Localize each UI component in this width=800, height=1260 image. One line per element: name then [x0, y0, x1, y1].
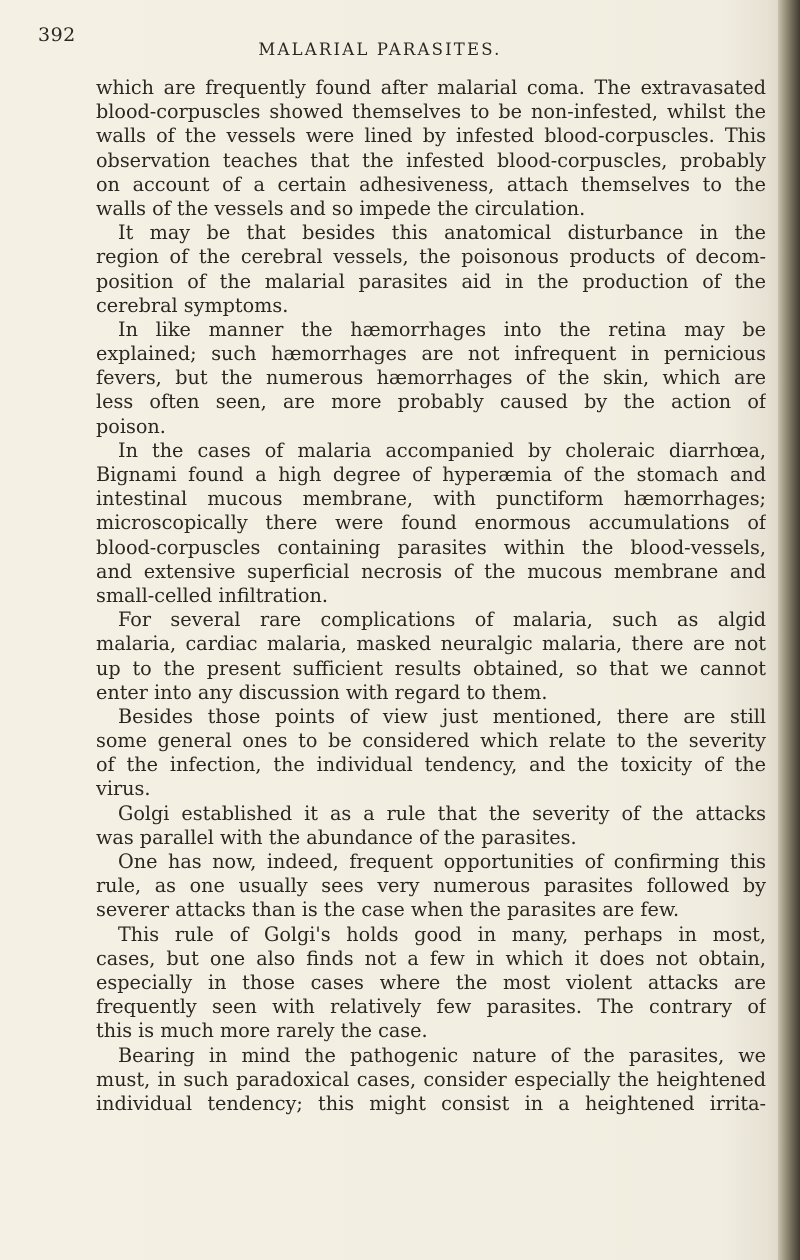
text-line: fevers, but the numerous hæmorrhages of the skin, which are — [96, 366, 766, 390]
text-line: It may be that besides this anatomical disturbance in the — [118, 221, 766, 245]
text-line: especially in those cases where the most violent attacks are — [96, 970, 766, 994]
text-line: For several rare complications of malaria, such as algid — [118, 608, 766, 632]
text-line: Besides those points of view just mentioned, there are still — [118, 704, 766, 728]
text-line: Bignami found a high degree of hyperæmia of the stomach and — [96, 463, 766, 486]
text-line: observation teaches that the infested blood-corpuscles, probably — [96, 148, 766, 172]
text-line: cerebral symptoms. — [96, 293, 289, 317]
text-line: Bearing in mind the pathogenic nature of the parasites, we — [118, 1043, 766, 1067]
text-line: microscopically there were found enormous accumulations of — [96, 511, 766, 535]
text-line: Golgi established it as a rule that the severity of the attacks — [118, 801, 766, 825]
text-line: blood-corpuscles containing parasites within the blood-vessels, — [96, 535, 766, 559]
text-line: intestinal mucous membrane, with punctiform hæmorrhages; — [96, 487, 766, 511]
text-line: virus. — [96, 777, 151, 801]
text-line: was parallel with the abundance of the parasites. — [96, 825, 577, 849]
text-line: explained; such hæmorrhages are not infrequent in pernicious — [96, 342, 766, 366]
text-line: severer attacks than is the case when the parasites are few. — [96, 898, 680, 922]
text-line: individual tendency; this might consist in a heightened irrita- — [96, 1091, 766, 1115]
text-line: this is much more rarely the case. — [96, 1019, 428, 1043]
text-line: enter into any discussion with regard to them. — [96, 680, 548, 704]
text-line: poison. — [96, 414, 166, 438]
text-line: less often seen, are more probably caused by the action of — [96, 390, 766, 414]
text-line: must, in such paradoxical cases, consider especially the heightened — [96, 1067, 766, 1091]
text-line: and extensive superficial necrosis of the mucous membrane and — [96, 559, 766, 583]
page-edge — [778, 0, 800, 1260]
text-line: In like manner the hæmorrhages into the retina may be — [118, 317, 766, 341]
text-line: up to the present sufficient results obtained, so that we cannot — [96, 656, 766, 680]
text-line: frequently seen with relatively few parasites. The contrary of — [96, 995, 766, 1019]
text-line: of the infection, the individual tendency, and the toxicity of the — [96, 753, 766, 777]
text-line: cases, but one also finds not a few in which it does not obtain, — [96, 946, 766, 970]
text-line: blood-corpuscles showed themselves to be non-infested, whilst the — [96, 100, 766, 124]
text-line: small-celled infiltration. — [96, 583, 328, 607]
page-number: 392 — [38, 24, 76, 46]
text-line: In the cases of malaria accompanied by choleraic diarrhœa, — [118, 438, 766, 462]
text-line: which are frequently found after malarial coma. The extravasated — [96, 76, 766, 99]
text-line: some general ones to be considered which relate to the severity — [96, 729, 766, 753]
text-line: One has now, indeed, frequent opportunities of confirming this — [118, 850, 766, 873]
text-line: region of the cerebral vessels, the poisonous products of decom- — [96, 245, 766, 269]
text-line: position of the malarial parasites aid in the production of the — [96, 269, 766, 293]
text-line: walls of the vessels were lined by infested blood-corpuscles. This — [96, 124, 766, 148]
running-head: MALARIAL PARASITES. — [258, 40, 502, 59]
text-line: walls of the vessels and so impede the circulation. — [96, 196, 586, 220]
text-line: rule, as one usually sees very numerous parasites followed by — [96, 874, 766, 898]
text-line: on account of a certain adhesiveness, attach themselves to the — [96, 172, 766, 196]
body-text — [96, 76, 766, 1116]
text-line: This rule of Golgi's holds good in many, perhaps in most, — [118, 922, 766, 946]
text-line: malaria, cardiac malaria, masked neuralgic malaria, there are not — [96, 632, 766, 656]
